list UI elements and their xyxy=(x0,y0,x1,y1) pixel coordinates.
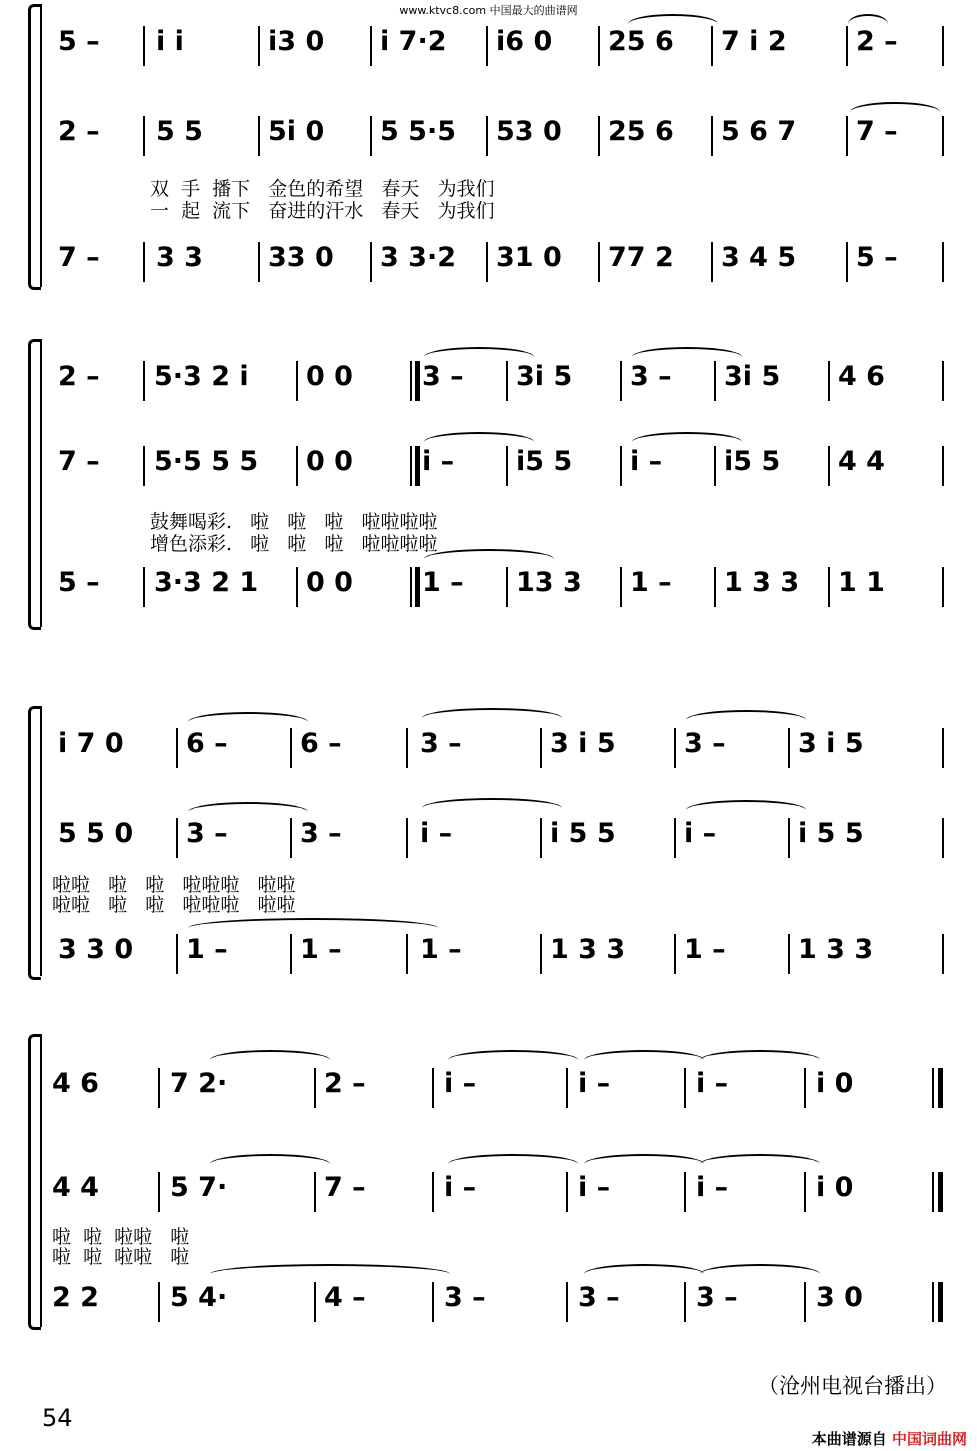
measure: 7 – xyxy=(58,446,100,477)
tie xyxy=(584,1264,704,1284)
tie xyxy=(210,1050,330,1070)
soprano-row xyxy=(28,357,948,397)
tie xyxy=(700,1264,820,1284)
lyric-line-2: 一 起 流下 奋进的汗水 春天 为我们 xyxy=(150,200,495,222)
lyric-line-1: 双 手 播下 金色的希望 春天 为我们 xyxy=(150,178,495,200)
measure: 2 – xyxy=(324,1068,366,1099)
measure: 4 4 xyxy=(52,1172,99,1203)
measure: 7 2· xyxy=(170,1068,228,1099)
measure: 4 – xyxy=(324,1282,366,1313)
lyric-line-1: 鼓舞喝彩. 啦 啦 啦 啦啦啦啦 xyxy=(150,511,438,533)
measure: 2 2 xyxy=(52,1282,99,1313)
measure: 5 – xyxy=(58,26,100,57)
measure: 3 0 xyxy=(816,1282,863,1313)
tie xyxy=(424,432,534,452)
measure: i3 0 xyxy=(268,26,325,57)
bass-row xyxy=(28,238,948,278)
measure: i 5 5 xyxy=(550,818,616,849)
tie xyxy=(700,1050,820,1070)
measure: 1 1 xyxy=(838,567,885,598)
measure: 6 – xyxy=(186,728,228,759)
measure: 5 5 xyxy=(156,116,203,147)
measure: 3 – xyxy=(420,728,462,759)
measure: i 7 0 xyxy=(58,728,124,759)
measure: 0 0 xyxy=(306,567,353,598)
tie xyxy=(632,432,742,452)
measure: 5·5 5 5 xyxy=(154,446,259,477)
measure: 7 i 2 xyxy=(721,26,787,57)
score-system-1 xyxy=(28,0,948,295)
measure: 5 5 0 xyxy=(58,818,134,849)
measure: 7 – xyxy=(324,1172,366,1203)
measure: 3i 5 xyxy=(724,361,781,392)
alto-row xyxy=(28,814,948,854)
measure: 3 i 5 xyxy=(798,728,864,759)
tie xyxy=(188,802,308,822)
measure: 1 – xyxy=(630,567,672,598)
tie xyxy=(584,1050,704,1070)
measure: 25 6 xyxy=(608,26,674,57)
score-system-4 xyxy=(28,1030,948,1340)
alto-row xyxy=(28,442,948,482)
measure: i – xyxy=(630,446,663,477)
measure: 3·3 2 1 xyxy=(154,567,259,598)
credit-prefix: 本曲谱源自 xyxy=(811,1430,887,1448)
measure: i – xyxy=(696,1068,729,1099)
page-number: 54 xyxy=(42,1404,73,1432)
tie xyxy=(188,918,438,938)
measure: 31 0 xyxy=(496,242,562,273)
measure: 5 – xyxy=(856,242,898,273)
lyric-line-2: 增色添彩. 啦 啦 啦 啦啦啦啦 xyxy=(150,533,438,555)
measure: 3i 5 xyxy=(516,361,573,392)
measure: 2 – xyxy=(58,361,100,392)
tie xyxy=(422,708,562,728)
measure: i – xyxy=(578,1068,611,1099)
measure: 1 – xyxy=(300,934,342,965)
measure: i 5 5 xyxy=(798,818,864,849)
measure: i6 0 xyxy=(496,26,553,57)
measure: i – xyxy=(578,1172,611,1203)
measure: 77 2 xyxy=(608,242,674,273)
measure: 5i 0 xyxy=(268,116,325,147)
soprano-row xyxy=(28,22,948,62)
measure: 2 – xyxy=(856,26,898,57)
source-credit xyxy=(812,1428,967,1449)
measure: i – xyxy=(422,446,455,477)
tie xyxy=(210,1154,330,1174)
measure: i 0 xyxy=(816,1172,854,1203)
tie xyxy=(686,800,806,820)
score-system-2 xyxy=(28,335,948,635)
measure: 3 3 0 xyxy=(58,934,134,965)
measure: 33 0 xyxy=(268,242,334,273)
soprano-row xyxy=(28,1064,948,1104)
tie xyxy=(188,712,308,732)
measure: 3 i 5 xyxy=(550,728,616,759)
lyric-line-2: 啦 啦 啦啦 啦 xyxy=(52,1246,190,1268)
alto-row xyxy=(28,112,948,152)
measure: 25 6 xyxy=(608,116,674,147)
page-header: www.ktvc8.com 中国最大的曲谱网 xyxy=(399,4,578,17)
lyric-line-1: 啦 啦 啦啦 啦 xyxy=(52,1226,190,1248)
measure: 3 – xyxy=(300,818,342,849)
measure: 5 6 7 xyxy=(721,116,797,147)
measure: 7 – xyxy=(58,242,100,273)
measure: 13 3 xyxy=(516,567,582,598)
tie xyxy=(424,549,554,569)
score-system-3 xyxy=(28,700,948,980)
measure: 4 4 xyxy=(838,446,885,477)
measure: 2 – xyxy=(58,116,100,147)
tie xyxy=(628,14,718,34)
measure: 3 4 5 xyxy=(721,242,797,273)
bass-row xyxy=(28,563,948,603)
measure: 3 – xyxy=(578,1282,620,1313)
measure: 5 4· xyxy=(170,1282,228,1313)
measure: 0 0 xyxy=(306,361,353,392)
tie xyxy=(424,347,534,367)
measure: 53 0 xyxy=(496,116,562,147)
measure: i i xyxy=(156,26,184,57)
measure: 3 3·2 xyxy=(380,242,457,273)
tie xyxy=(422,798,562,818)
measure: 3 – xyxy=(684,728,726,759)
tie xyxy=(700,1154,820,1174)
tie xyxy=(848,14,888,34)
alto-row xyxy=(28,1168,948,1208)
measure: 4 6 xyxy=(838,361,885,392)
measure: i5 5 xyxy=(724,446,781,477)
measure: i 0 xyxy=(816,1068,854,1099)
bass-row xyxy=(28,930,948,970)
measure: 1 – xyxy=(186,934,228,965)
measure: 0 0 xyxy=(306,446,353,477)
measure: 3 – xyxy=(444,1282,486,1313)
measure: 5 5·5 xyxy=(380,116,457,147)
measure: 3 3 xyxy=(156,242,203,273)
measure: 1 – xyxy=(684,934,726,965)
measure: 3 – xyxy=(696,1282,738,1313)
measure: i – xyxy=(696,1172,729,1203)
measure: 5·3 2 i xyxy=(154,361,249,392)
measure: i5 5 xyxy=(516,446,573,477)
measure: 1 – xyxy=(420,934,462,965)
measure: 3 – xyxy=(630,361,672,392)
tie xyxy=(632,347,742,367)
tie xyxy=(448,1050,578,1070)
tie xyxy=(210,1264,450,1284)
tie xyxy=(686,710,806,730)
measure: 6 – xyxy=(300,728,342,759)
measure: 3 – xyxy=(422,361,464,392)
bass-row xyxy=(28,1278,948,1318)
soprano-row xyxy=(28,724,948,764)
measure: 1 – xyxy=(422,567,464,598)
measure: i 7·2 xyxy=(380,26,447,57)
credit-site-link[interactable]: 中国词曲网 xyxy=(891,1430,967,1448)
measure: 1 3 3 xyxy=(550,934,626,965)
tie xyxy=(448,1154,578,1174)
measure: 1 3 3 xyxy=(798,934,874,965)
measure: 7 – xyxy=(856,116,898,147)
measure: 3 – xyxy=(186,818,228,849)
measure: 5 – xyxy=(58,567,100,598)
lyric-line-2: 啦啦 啦 啦 啦啦啦 啦啦 xyxy=(52,894,296,916)
lyric-line-1: 啦啦 啦 啦 啦啦啦 啦啦 xyxy=(52,874,296,896)
measure: 5 7· xyxy=(170,1172,228,1203)
broadcast-note: （沧州电视台播出） xyxy=(758,1374,947,1398)
measure: 1 3 3 xyxy=(724,567,800,598)
measure: 4 6 xyxy=(52,1068,99,1099)
measure: i – xyxy=(684,818,717,849)
measure: i – xyxy=(444,1172,477,1203)
measure: i – xyxy=(444,1068,477,1099)
tie xyxy=(850,102,940,122)
measure: i – xyxy=(420,818,453,849)
tie xyxy=(584,1154,704,1174)
